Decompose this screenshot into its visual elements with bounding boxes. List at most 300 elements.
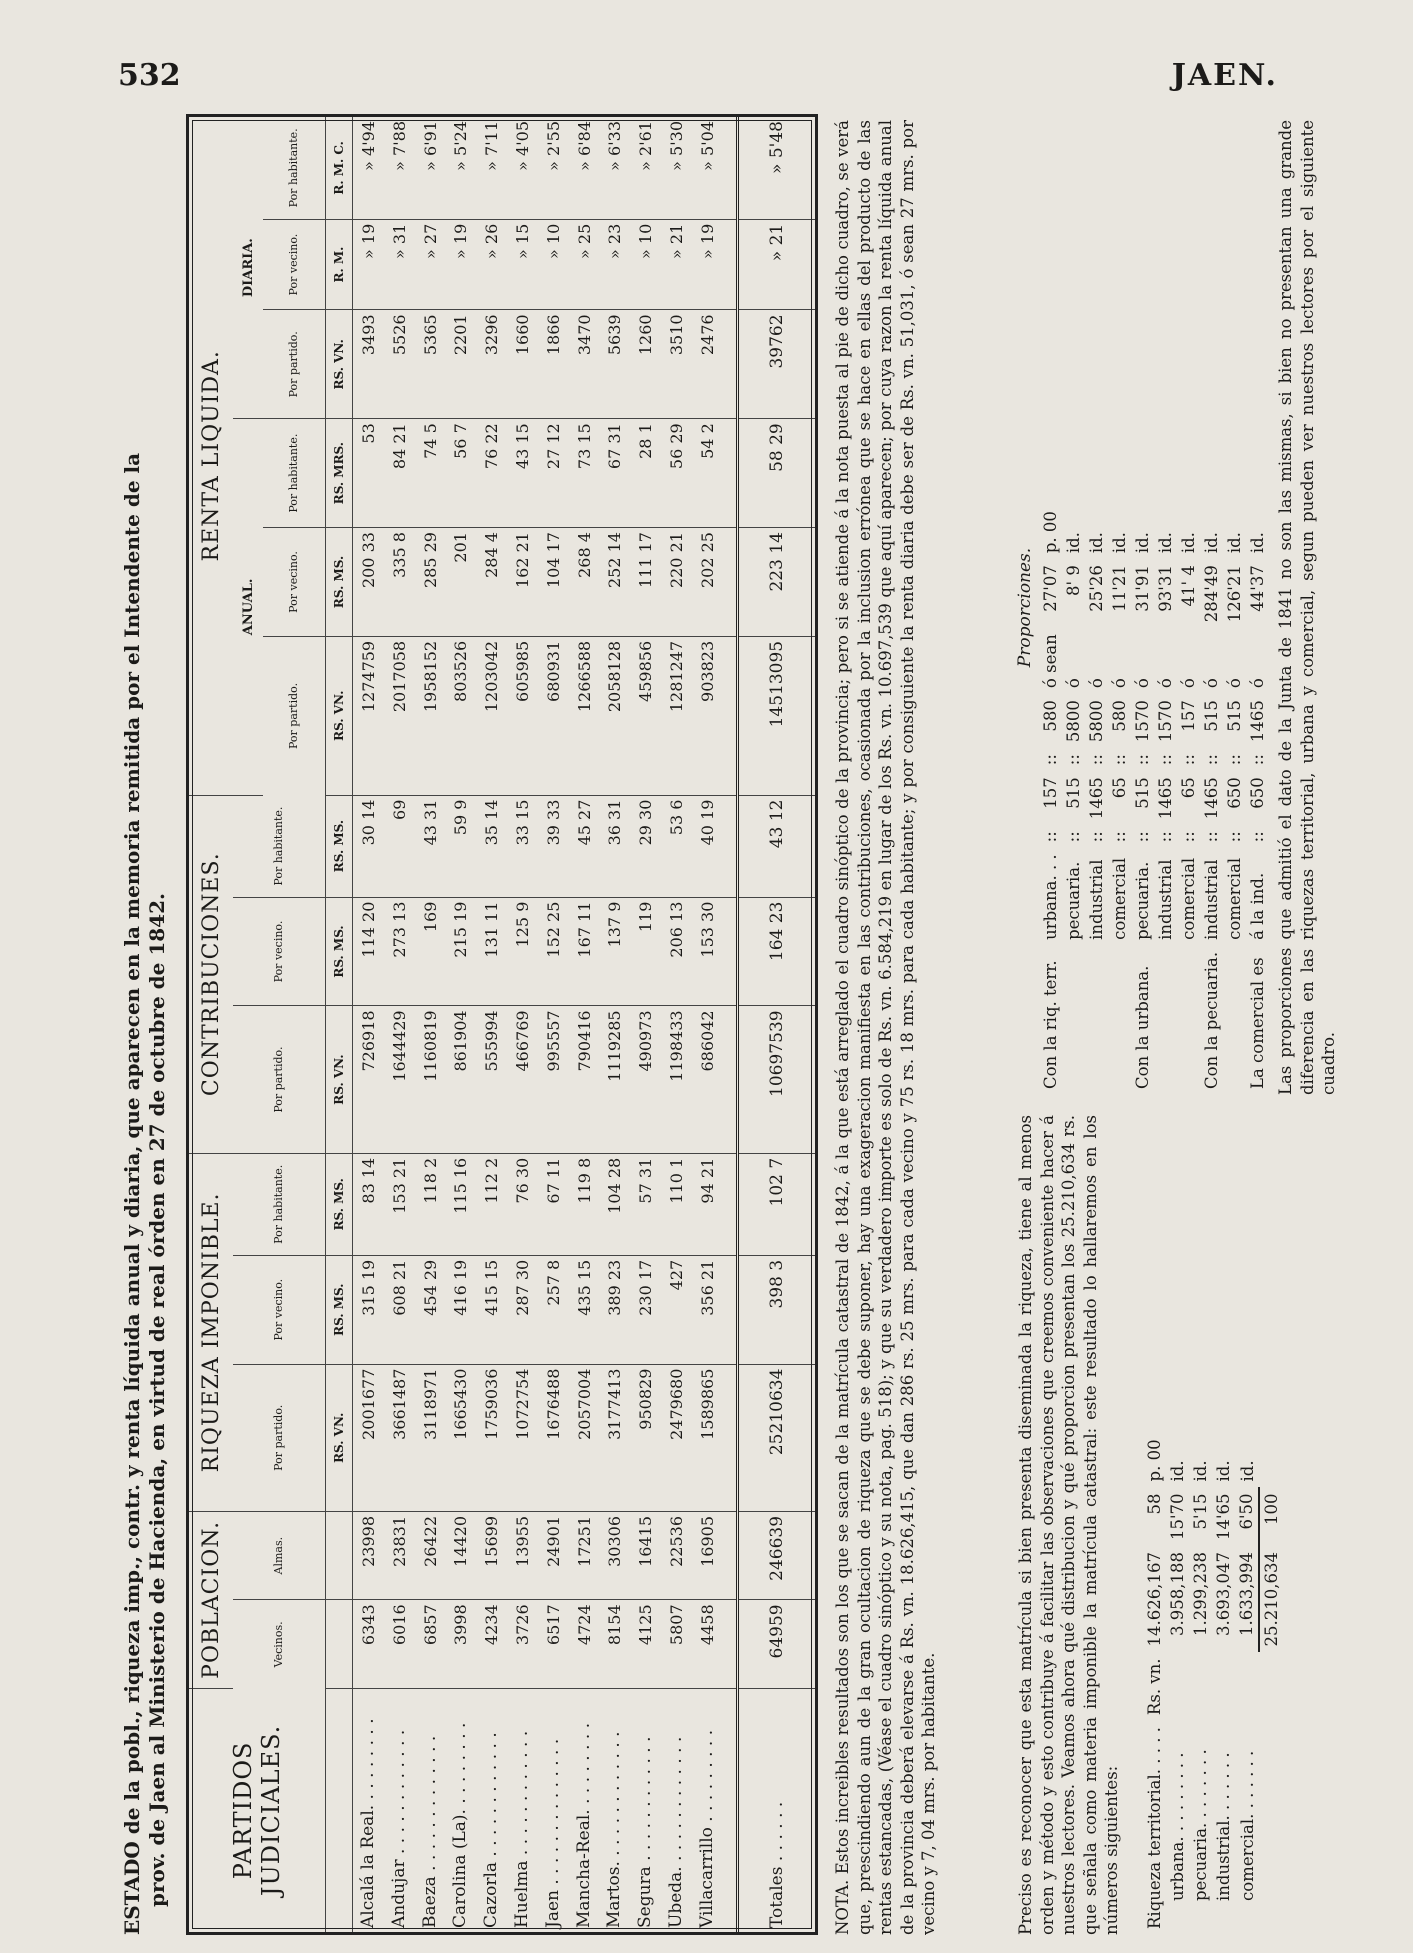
table-cell: 287 30 [507, 1255, 538, 1364]
table-cell: 36 31 [599, 795, 630, 897]
proporcion-what: comercial [1179, 857, 1198, 940]
proporcion-pct: 27'07 [1041, 565, 1060, 612]
table-row [538, 117, 569, 1932]
table-cell: 903823 [692, 636, 723, 795]
table-cell: 43 15 [507, 419, 538, 528]
table-cell: 415 15 [476, 1255, 507, 1364]
proporcion-sep: :: [1179, 831, 1198, 843]
riqueza-suffix: id. [1191, 1460, 1210, 1482]
proporcion-sep: :: [1179, 754, 1198, 766]
proporcion-conj: ó [1179, 678, 1198, 689]
diaria-por-vecino-header: Por vecino. [263, 219, 326, 310]
proporcion-what: comercial [1225, 857, 1244, 940]
table-cell: 104 28 [599, 1153, 630, 1255]
table-cell: 35 14 [476, 795, 507, 897]
unit-label: R. M. [326, 219, 353, 310]
table-cell: 3118971 [415, 1364, 446, 1511]
unit-label: RS. VN. [326, 1364, 353, 1511]
proporcion-conj: ó [1110, 678, 1129, 689]
proporcion-a: 515 [1133, 777, 1152, 809]
proporcion-sep: :: [1156, 754, 1175, 766]
table-cell: 30306 [599, 1511, 630, 1599]
table-cell: 112 2 [476, 1153, 507, 1255]
partido-name: Cazorla . . . . . . . . . . . . [481, 1732, 502, 1928]
riqueza-por-habitante-header: Por habitante. [233, 1153, 326, 1255]
riqueza-por-vecino-header: Por vecino. [233, 1255, 326, 1364]
table-cell: 5807 [661, 1600, 692, 1688]
table-cell: 2058128 [599, 636, 630, 795]
proporcion-conj: ó [1156, 678, 1175, 689]
table-cell: 2479680 [661, 1364, 692, 1511]
totals-cell: 64959 [738, 1600, 815, 1688]
totals-cell: 43 12 [738, 795, 815, 897]
table-cell: 206 13 [661, 897, 692, 1006]
contrib-por-partido-header: Por partido. [233, 1006, 326, 1153]
proporcion-sep: :: [1156, 831, 1175, 843]
table-cell: 252 14 [599, 528, 630, 637]
proporcion-what: industrial [1156, 859, 1175, 940]
proporcion-pct: 11'21 [1110, 565, 1129, 612]
table-cell: 30 14 [353, 795, 384, 897]
table-cell: 27 12 [538, 419, 569, 528]
proporcion-sep: :: [1087, 831, 1106, 843]
table-cell: 220 21 [661, 528, 692, 637]
table-cell: 1203042 [476, 636, 507, 795]
proporcion-a: 650 [1225, 777, 1244, 809]
riqueza-unit [1235, 1652, 1259, 1721]
partido-name: Ubeda. . . . . . . . . . . . . [665, 1736, 686, 1928]
totals-cell: 102 7 [738, 1153, 815, 1255]
table-row [353, 117, 384, 1932]
table-row [661, 117, 692, 1932]
proporcion-sep: :: [1248, 754, 1267, 766]
nota-paragraph [832, 120, 940, 1935]
table-cell: 230 17 [630, 1255, 661, 1364]
riqueza-header: RIQUEZA IMPONIBLE. [189, 1153, 233, 1511]
riqueza-value: 3.693,047 [1214, 1552, 1233, 1636]
partido-name: Carolina (La). . . . . . . . . [450, 1722, 471, 1928]
diaria-por-habitante-header: Por habitante. [263, 117, 326, 219]
table-cell: 16905 [692, 1511, 723, 1599]
table-cell: 2017058 [384, 636, 415, 795]
riqueza-label: urbana. . . . . . . . . [1168, 1752, 1187, 1901]
table-cell: 686042 [692, 1006, 723, 1153]
riqueza-breakdown-table [1143, 1433, 1283, 1935]
riqueza-value: 14.626,167 [1145, 1552, 1164, 1647]
proporcion-sep: :: [1064, 831, 1083, 843]
unit-label: RS. MS. [326, 528, 353, 637]
title-line-1: ESTADO de la pobl., riqueza imp., contr. y renta líquida anual y diaria, que aparecen en la memoria remitida por el Intendente de la [120, 452, 144, 1935]
table-cell: 6343 [353, 1600, 384, 1688]
riqueza-row [1235, 1433, 1259, 1935]
proporcion-a: 1465 [1202, 777, 1221, 820]
table-cell: » 19 [446, 219, 477, 310]
table-cell: 26422 [415, 1511, 446, 1599]
table-cell: 56 29 [661, 419, 692, 528]
proporcion-label [1177, 946, 1200, 1095]
table-cell: 202 25 [692, 528, 723, 637]
table-cell: » 5'04 [692, 117, 723, 219]
proporcion-sep: :: [1087, 754, 1106, 766]
proporcion-unit: p. 00 [1041, 511, 1060, 554]
table-cell: 1072754 [507, 1364, 538, 1511]
table-cell: 389 23 [599, 1255, 630, 1364]
table-cell: 137 9 [599, 897, 630, 1006]
table-cell: 335 8 [384, 528, 415, 637]
table-cell: 22536 [661, 1511, 692, 1599]
proporcion-conj: ó [1225, 678, 1244, 689]
proporcion-pct: 44'37 [1248, 565, 1267, 612]
table-cell: 4234 [476, 1600, 507, 1688]
proporcion-b: 1570 [1156, 700, 1175, 743]
table-cell: » 6'84 [569, 117, 600, 219]
diaria-header: DIARIA. [233, 117, 263, 419]
riqueza-paragraph: Preciso es reconocer que esta matrícula si bien presenta diseminada la riqueza, tiene al menos orden y método y esto contribuye á facilitar las observaciones que creemos conveniente hacer á nuestros lectores. Veamos ahora qué distribucion y qué proporcion presentan los 25.210,634 rs. que señala como materia imponible la matrícula catastral: este resultado lo hallaremos en los números siguientes: [1016, 1115, 1121, 1935]
proporcion-pct: 25'26 [1087, 565, 1106, 612]
partido-name: Andujar . . . . . . . . . . . . [388, 1729, 409, 1928]
proporcion-sep: :: [1133, 831, 1152, 843]
proporcion-label: Con la pecuaria. [1202, 951, 1221, 1089]
table-cell: 284 4 [476, 528, 507, 637]
table-cell: 1266588 [569, 636, 600, 795]
proporcion-label: La comercial es [1248, 957, 1267, 1089]
proporcion-pct: 126'21 [1225, 565, 1244, 623]
table-cell: » 5'30 [661, 117, 692, 219]
table-cell: 3510 [661, 310, 692, 419]
contrib-por-habitante-header: Por habitante. [233, 795, 326, 897]
riqueza-row [1189, 1433, 1212, 1935]
partido-name: Villacarrillo . . . . . . . . . [696, 1729, 717, 1928]
table-cell: 118 2 [415, 1153, 446, 1255]
proporcion-conj: ó [1202, 678, 1221, 689]
riqueza-value: 3.958,188 [1168, 1552, 1187, 1636]
proporcion-b: 5800 [1087, 700, 1106, 743]
renta-header: RENTA LIQUIDA. [189, 117, 233, 795]
proporcion-sep: :: [1064, 754, 1083, 766]
table-cell: 201 [446, 528, 477, 637]
table-cell: 1660 [507, 310, 538, 419]
proporciones-title: Proporciones. [1015, 547, 1035, 668]
table-row [569, 117, 600, 1932]
riqueza-pct: 15'70 [1168, 1493, 1187, 1540]
table-cell: 33 15 [507, 795, 538, 897]
totals-label: Totales . . . . . . [738, 1688, 815, 1932]
proporcion-label [1154, 946, 1177, 1095]
table-cell: » 31 [384, 219, 415, 310]
table-cell: 1759036 [476, 1364, 507, 1511]
proporcion-unit: id. [1225, 532, 1244, 554]
table-cell: 53 [353, 419, 384, 528]
table-cell: 4724 [569, 1600, 600, 1688]
table-cell: 490973 [630, 1006, 661, 1153]
table-cell: 152 25 [538, 897, 569, 1006]
table-cell: 3470 [569, 310, 600, 419]
riqueza-label: industrial. . . . . . . [1214, 1752, 1233, 1901]
table-cell: » 27 [415, 219, 446, 310]
riqueza-total-pct: 100 [1259, 1487, 1283, 1546]
proporcion-what: industrial [1087, 859, 1106, 940]
table-cell: 1260 [630, 310, 661, 419]
table-cell: 3998 [446, 1600, 477, 1688]
table-cell: 466769 [507, 1006, 538, 1153]
riqueza-pct: 58 [1145, 1493, 1164, 1515]
table-cell: » 15 [507, 219, 538, 310]
proporcion-row [1108, 505, 1131, 1095]
riqueza-label: pecuaria. . . . . . . . [1191, 1749, 1210, 1901]
table-cell: 2001677 [353, 1364, 384, 1511]
proporcion-b: 157 [1179, 700, 1198, 732]
table-title [120, 105, 170, 1935]
proporcion-row [1246, 505, 1269, 1095]
table-cell: 3493 [353, 310, 384, 419]
table-cell: 73 15 [569, 419, 600, 528]
table-cell: 1958152 [415, 636, 446, 795]
table-cell: 315 19 [353, 1255, 384, 1364]
partido-name: Baeza . . . . . . . . . . . . . [419, 1735, 440, 1928]
table-cell: » 2'61 [630, 117, 661, 219]
proporciones-table [1039, 505, 1269, 1095]
table-cell: » 21 [661, 219, 692, 310]
table-cell: 5365 [415, 310, 446, 419]
totals-cell: 164 23 [738, 897, 815, 1006]
totals-cell: 223 14 [738, 528, 815, 637]
table-cell: 16415 [630, 1511, 661, 1599]
table-cell: 215 19 [446, 897, 477, 1006]
proporcion-sep: :: [1041, 831, 1060, 843]
proporcion-a: 515 [1064, 777, 1083, 809]
proporcion-sep: :: [1202, 831, 1221, 843]
table-cell: » 4'05 [507, 117, 538, 219]
proporcion-sep: :: [1225, 754, 1244, 766]
proporcion-row [1154, 505, 1177, 1095]
proporcion-label [1062, 946, 1085, 1095]
table-cell: 1198433 [661, 1006, 692, 1153]
table-cell: 24901 [538, 1511, 569, 1599]
table-cell: » 26 [476, 219, 507, 310]
anual-por-vecino-header: Por vecino. [263, 528, 326, 637]
running-title: JAEN. [1171, 58, 1278, 93]
riqueza-suffix: id. [1237, 1460, 1257, 1482]
proporciones-section [1015, 120, 1340, 1095]
proporcion-what: industrial [1202, 859, 1221, 940]
proporcion-row [1177, 505, 1200, 1095]
unit-label: RS. MS. [326, 1255, 353, 1364]
partido-name: Jaen . . . . . . . . . . . . . . [542, 1738, 563, 1928]
vecinos-header: Vecinos. [272, 1621, 285, 1668]
proporcion-a: 65 [1110, 777, 1129, 799]
proporcion-sep: :: [1041, 754, 1060, 766]
table-cell: 40 19 [692, 795, 723, 897]
table-cell: 56 7 [446, 419, 477, 528]
proporcion-label [1108, 946, 1131, 1095]
table-cell: 53 6 [661, 795, 692, 897]
proporcion-a: 650 [1248, 777, 1267, 809]
riqueza-pct: 14'65 [1214, 1493, 1233, 1540]
table-cell: 4458 [692, 1600, 723, 1688]
proporcion-what: urbana. . . [1041, 854, 1060, 940]
table-cell: 39 33 [538, 795, 569, 897]
proporcion-row [1039, 505, 1062, 1095]
proporcion-unit: id. [1133, 532, 1152, 554]
page-number: 532 [118, 58, 181, 93]
proporcion-sep: :: [1202, 754, 1221, 766]
proporcion-sep: :: [1248, 831, 1267, 843]
table-cell: 110 1 [661, 1153, 692, 1255]
proporcion-b: 580 [1041, 700, 1060, 732]
table-cell: 416 19 [446, 1255, 477, 1364]
anual-por-partido-header: Por partido. [287, 682, 300, 750]
table-cell: 6016 [384, 1600, 415, 1688]
statistics-table [186, 114, 818, 1935]
riqueza-suffix: id. [1214, 1460, 1233, 1482]
table-cell: 28 1 [630, 419, 661, 528]
table-cell: 45 27 [569, 795, 600, 897]
table-cell: 1676488 [538, 1364, 569, 1511]
totals-cell: 25210634 [738, 1364, 815, 1511]
spacer-row [723, 117, 738, 1932]
table-cell: 54 2 [692, 419, 723, 528]
unit-label: RS. MS. [326, 897, 353, 1006]
proporcion-row [1062, 505, 1085, 1095]
totals-row [738, 117, 815, 1932]
table-cell: 13955 [507, 1511, 538, 1599]
proporcion-conj: ó sean [1041, 634, 1060, 689]
partido-name: Martos. . . . . . . . . . . . . [604, 1731, 625, 1928]
table-cell: » 25 [569, 219, 600, 310]
proporcion-a: 65 [1179, 777, 1198, 799]
table-cell: 153 21 [384, 1153, 415, 1255]
proporcion-unit: id. [1064, 532, 1083, 554]
table-cell: 454 29 [415, 1255, 446, 1364]
table-cell: 1866 [538, 310, 569, 419]
totals-cell: 39762 [738, 310, 815, 419]
proporcion-label [1085, 946, 1108, 1095]
table-cell: 8154 [599, 1600, 630, 1688]
proporcion-b: 515 [1225, 700, 1244, 732]
table-cell: » 7'88 [384, 117, 415, 219]
unit-label: RS. MS. [326, 795, 353, 897]
riqueza-pct: 5'15 [1191, 1493, 1210, 1530]
proporcion-row [1131, 505, 1154, 1095]
title-line-2: prov. de Jaen al Ministerio de Hacienda, en virtud de real órden en 27 de octubre de 1842. [145, 893, 169, 1907]
table-cell: 427 [661, 1255, 692, 1364]
rotated-page-content [120, 105, 1338, 1935]
table-cell: 3661487 [384, 1364, 415, 1511]
table-cell: 257 8 [538, 1255, 569, 1364]
riqueza-row [1143, 1433, 1166, 1935]
table-cell: 84 21 [384, 419, 415, 528]
table-cell: 790416 [569, 1006, 600, 1153]
riqueza-section [1015, 1115, 1281, 1935]
proporcion-what: pecuaria. [1133, 861, 1152, 940]
table-cell: 2057004 [569, 1364, 600, 1511]
unit-label: RS. MRS. [326, 419, 353, 528]
diaria-por-partido-header: Por partido. [263, 310, 326, 419]
proporcion-sep: :: [1110, 831, 1129, 843]
table-row [446, 117, 477, 1932]
table-cell: » 19 [353, 219, 384, 310]
page-header [118, 58, 1308, 104]
nota-text: Estos increibles resultados son los que se sacan de la matrícula catastral de 1842, á la que está arreglado el cuadro sinóptico de la provincia; pero si se atiende á la nota puesta al pie de dicho cuadro, se verá que, prescindiendo aun de la gran ocultacion de riqueza que se debe suponer, hay una exageracion manifiesta en las contribuciones, ocasionada por la inclusion errónea que se hace en ellas del producto de las rentas estancadas, (Véase el cuadro sinóptico y su nota, pag. 518); y que su verdadero importe es solo de Rs. vn. 6.584,219 en lugar de los Rs. vn. 10.697,539 que aquí aparecen; por cuya razon la renta líquida anual de la provincia deberá elevarse á Rs. vn. 18.626,415, que dan 286 rs. 25 mrs. para cada vecino y 75 rs. 18 mrs. para cada habitante; y por consiguiente la renta diaria debe ser de Rs. vn. 51,031, ó sean 27 mrs. por vecino y 7, 04 mrs. por habitante. [833, 120, 938, 1935]
table-cell: 3177413 [599, 1364, 630, 1511]
table-cell: 111 17 [630, 528, 661, 637]
table-cell: 153 30 [692, 897, 723, 1006]
table-cell: 1281247 [661, 636, 692, 795]
table-cell: 5526 [384, 310, 415, 419]
table-cell: 3726 [507, 1600, 538, 1688]
unit-label: RS. VN. [326, 636, 353, 795]
table-cell: 74 5 [415, 419, 446, 528]
proporcion-pct: 31'91 [1133, 565, 1152, 612]
table-cell: 1274759 [353, 636, 384, 795]
table-cell: 69 [384, 795, 415, 897]
table-cell: 435 15 [569, 1255, 600, 1364]
table-cell: 1589865 [692, 1364, 723, 1511]
table-cell: 803526 [446, 636, 477, 795]
table-cell: 94 21 [692, 1153, 723, 1255]
table-row [384, 117, 415, 1932]
table-cell: 17251 [569, 1511, 600, 1599]
proporcion-row [1200, 505, 1223, 1095]
table-cell: 23831 [384, 1511, 415, 1599]
riqueza-label: comercial. . . . . . . [1237, 1750, 1257, 1901]
riqueza-unit [1212, 1652, 1235, 1721]
proporcion-unit: id. [1202, 532, 1221, 554]
riqueza-pct: 6'50 [1237, 1493, 1256, 1530]
table-cell: 76 30 [507, 1153, 538, 1255]
proporcion-b: 1570 [1133, 700, 1152, 743]
table-cell: 200 33 [353, 528, 384, 637]
totals-cell: 10697539 [738, 1006, 815, 1153]
riqueza-unit [1189, 1652, 1212, 1721]
anual-por-habitante-header: Por habitante. [263, 419, 326, 528]
table-cell: 268 4 [569, 528, 600, 637]
proporcion-label: Con la riq. terr. [1041, 960, 1060, 1089]
table-cell: 1119285 [599, 1006, 630, 1153]
table-cell: 861904 [446, 1006, 477, 1153]
riqueza-row [1166, 1433, 1189, 1935]
table-cell: 67 11 [538, 1153, 569, 1255]
table-cell: » 2'55 [538, 117, 569, 219]
partido-name: Alcalá la Real. . . . . . . . . [357, 1718, 378, 1928]
riqueza-value: 1.299,238 [1191, 1552, 1210, 1636]
table-row [692, 117, 723, 1932]
partidos-header: PARTIDOS JUDICIALES. [229, 1724, 285, 1897]
table-cell: 950829 [630, 1364, 661, 1511]
table-cell: » 6'33 [599, 117, 630, 219]
table-cell: 119 [630, 897, 661, 1006]
table-cell: 115 16 [446, 1153, 477, 1255]
proporcion-label [1223, 946, 1246, 1095]
proporcion-pct: 93'31 [1156, 565, 1175, 612]
table-cell: 167 11 [569, 897, 600, 1006]
unit-label: RS. VN. [326, 310, 353, 419]
table-cell: 6517 [538, 1600, 569, 1688]
unit-label: RS. MS. [326, 1153, 353, 1255]
table-cell: » 19 [692, 219, 723, 310]
table-cell: 114 20 [353, 897, 384, 1006]
proporcion-a: 1465 [1087, 777, 1106, 820]
totals-cell: 398 3 [738, 1255, 815, 1364]
partido-name: Huelma . . . . . . . . . . . . [511, 1730, 532, 1928]
table-cell: 119 8 [569, 1153, 600, 1255]
table-cell: 608 21 [384, 1255, 415, 1364]
nota-lead: NOTA. [833, 1879, 852, 1935]
table-cell: 104 17 [538, 528, 569, 637]
riqueza-suffix: p. 00 [1145, 1439, 1164, 1482]
proporcion-conj: ó [1133, 678, 1152, 689]
totals-cell: 246639 [738, 1511, 815, 1599]
